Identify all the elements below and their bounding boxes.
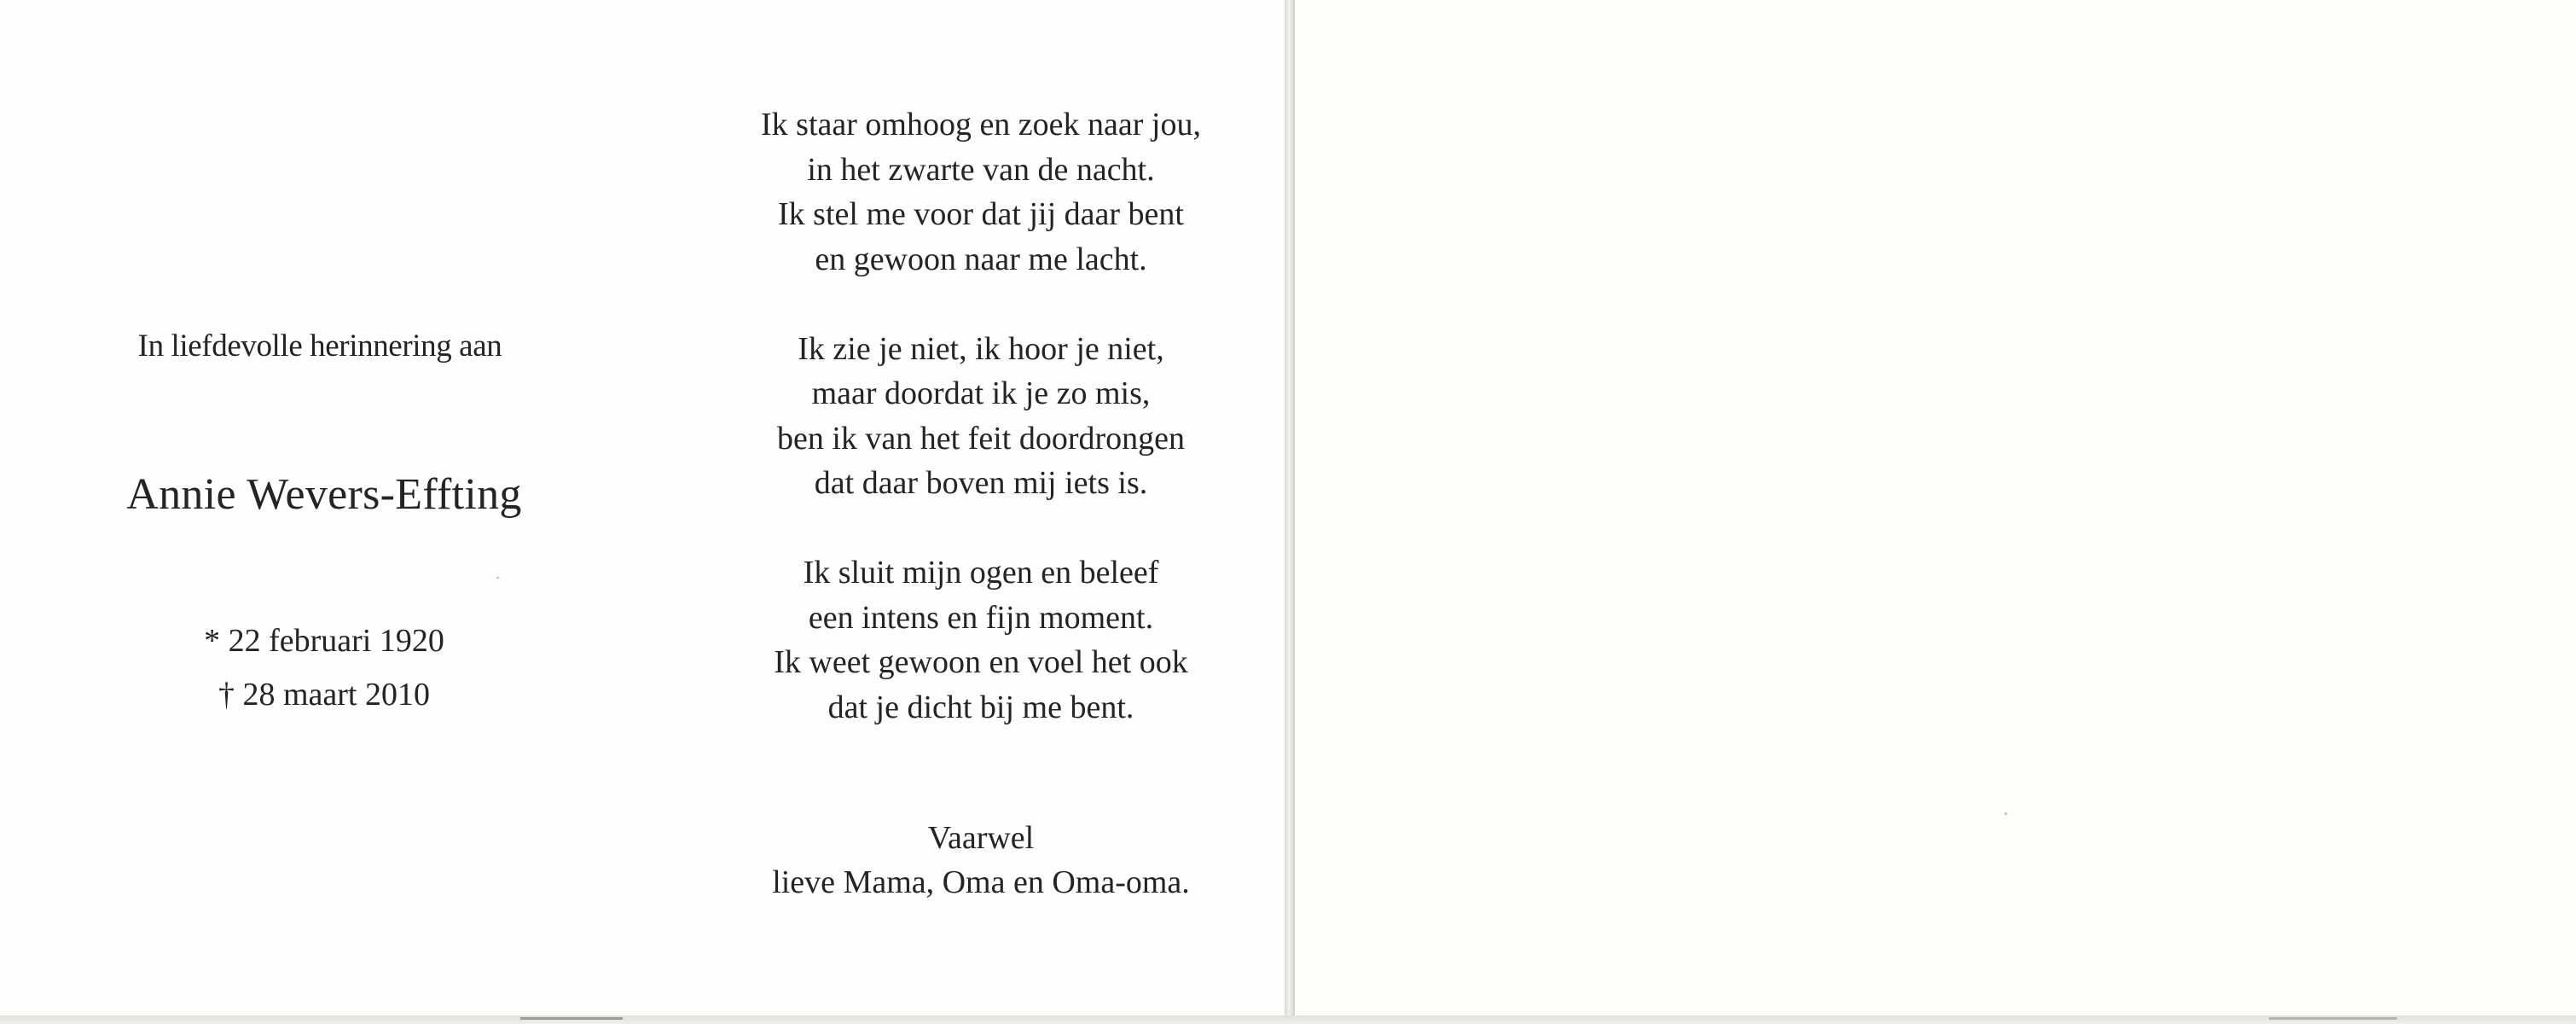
death-date: † 28 maart 2010 (218, 677, 430, 713)
farewell-line: lieve Mama, Oma en Oma-oma. (772, 864, 1190, 900)
poem-line: Ik weet gewoon en voel het ook (774, 644, 1188, 680)
poem-line: maar doordat ik je zo mis, (811, 375, 1151, 411)
poem-stanza-3 (682, 550, 1279, 730)
paper-speck (2005, 812, 2007, 815)
memorial-poem (682, 102, 1279, 775)
poem-line: Ik staar omhoog en zoek naar jou, (761, 107, 1201, 143)
poem-line: Ik zie je niet, ik hoor je niet, (798, 330, 1164, 367)
poem-line: in het zwarte van de nacht. (807, 151, 1155, 188)
card-fold (1285, 0, 1295, 1024)
scan-bottom-edge (0, 1015, 2576, 1024)
paper-speck (496, 577, 499, 579)
poem-line: dat je dicht bij me bent. (827, 689, 1134, 725)
scan-edge-mark (2269, 1017, 2397, 1020)
poem-line: ben ik van het feit doordrongen (776, 420, 1186, 457)
dedication-text: In liefdevolle herinnering aan (137, 329, 502, 364)
inner-card-page (0, 0, 1285, 1015)
birth-date: * 22 februari 1920 (204, 623, 444, 659)
poem-stanza-1 (682, 102, 1279, 282)
farewell-message (682, 816, 1279, 905)
poem-stanza-2 (682, 327, 1279, 506)
life-dates (119, 614, 529, 722)
poem-line: en gewoon naar me lacht. (815, 241, 1147, 277)
poem-line: dat daar boven mij iets is. (814, 465, 1148, 501)
back-card-page (1295, 0, 2576, 1015)
deceased-name: Annie Wevers-Effting (126, 470, 522, 519)
farewell-line: Vaarwel (927, 820, 1035, 856)
scan-edge-mark (520, 1017, 623, 1020)
poem-line: een intens en fijn moment. (808, 599, 1154, 636)
poem-line: Ik sluit mijn ogen en beleef (803, 555, 1159, 591)
poem-line: Ik stel me voor dat jij daar bent (778, 196, 1184, 232)
